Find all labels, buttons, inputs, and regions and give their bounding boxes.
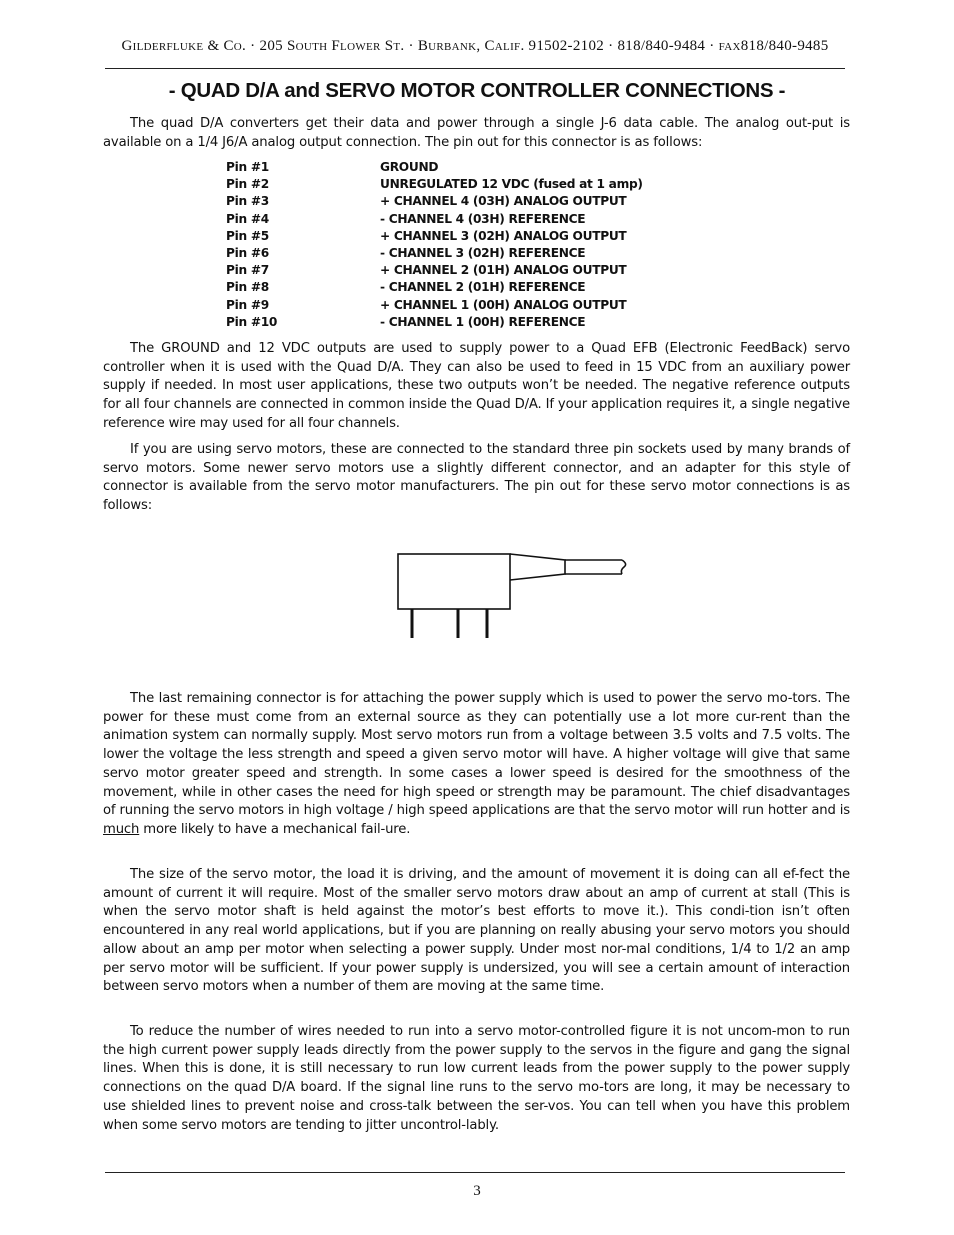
page-header [105, 38, 845, 55]
separator: · [408, 38, 414, 54]
company-name: Gilderfluke & Co. [121, 38, 247, 54]
cable-end [621, 560, 625, 574]
pin-number: Pin #4 [226, 211, 269, 226]
pin-number: Pin #1 [226, 160, 269, 174]
pin-description: UNREGULATED 12 VDC (fused at 1 amp) [380, 177, 643, 192]
separator: · [250, 38, 256, 54]
pin-number: Pin #8 [226, 280, 269, 295]
page-number: 3 [473, 1183, 481, 1199]
footer-rule [105, 1172, 845, 1173]
pin-description: GROUND [380, 160, 439, 174]
servo-connector-diagram [390, 548, 640, 643]
fax-label: fax [718, 38, 741, 54]
separator: · [608, 38, 614, 54]
emphasis-much: much [103, 821, 140, 837]
pin-description: - CHANNEL 2 (01H) REFERENCE [380, 280, 586, 295]
pin-number: Pin #2 [226, 177, 269, 192]
pin-number: Pin #3 [226, 194, 269, 209]
pin-description: - CHANNEL 4 (03H) REFERENCE [380, 211, 586, 226]
pin-description: + CHANNEL 2 (01H) ANALOG OUTPUT [380, 263, 627, 278]
pin-description: + CHANNEL 4 (03H) ANALOG OUTPUT [380, 194, 627, 209]
separator: · [709, 38, 715, 54]
pin-description: + CHANNEL 3 (02H) ANALOG OUTPUT [380, 228, 627, 243]
pin-number: Pin #7 [226, 263, 269, 278]
city-address: Burbank, Calif. 91502-2102 [417, 38, 605, 54]
intro-paragraph: The quad D/A converters get their data and power through a single J-6 data cable. The analog out-put is available on a 1/4 J6/A analog output connection. The pin out for this connector is as follows: [103, 116, 850, 150]
street-address: 205 South Flower St. [259, 38, 405, 54]
pin-number: Pin #5 [226, 228, 269, 243]
pin-description: - CHANNEL 1 (00H) REFERENCE [380, 314, 586, 329]
size-paragraph: The size of the servo motor, the load it is driving, and the amount of movement it is doing can all ef-fect the amount of current it will require. Most of the smaller servo motors draw about an amp of current at stall (This is when the servo motor shaft is held against the motor’s best efforts to move it.). This condi-tion isn’t often encountered in any real world applications, but if you are planning on really abusing your servo motors you should allow about an amp per motor when selecting a power supply. Under most nor-mal conditions, 1/4 to 1/2 an amp per servo motor will be sufficient. If your power supply is undersized, you will see a certain amount of interaction between servo motors when a number of them are moving at the same time. [103, 867, 850, 995]
ground-paragraph: The GROUND and 12 VDC outputs are used to supply power to a Quad EFB (Electronic FeedBack) servo controller when it is used with the Quad D/A. They can also be used to feed in 15 VDC from an auxiliary power supply if needed. In most user applications, these two outputs won’t be needed. The negative reference outputs for all four channels are connected in common inside the Quad D/A. If your application requires it, a single negative reference wire may used for all four channels. [103, 341, 850, 431]
pin-number: Pin #6 [226, 245, 269, 260]
connector-body [398, 554, 510, 609]
power-text-b: more likely to have a mechanical fail-ure. [139, 821, 411, 837]
power-text-a: The last remaining connector is for attaching the power supply which is used to power the servo mo-tors. The power for these must come from an external source as they can potentially use a lot more cur-rent than the animation system can normally supply. Most servo motors run from a voltage between 3.5 volts and 7.5 volts. The lower the voltage the less strength and speed a given servo motor will have. A higher voltage will give that same servo motor greater speed and strength. In some cases a lower speed is desired for the smoothness of the movement, while in other cases the need for high speed or strength may be paramount. The chief disadvantages of running the servo motors in high voltage / high speed applications are that the servo motor will run hotter and is [103, 691, 850, 819]
connector-taper [510, 554, 565, 580]
reduce-paragraph: To reduce the number of wires needed to run into a servo motor-controlled figure it is not uncom-mon to run the high current power supply leads directly from the power supply to the servos in the figure and gang the signal lines. When this is done, it is still necessary to run low current leads from the power supply to the power supply connections on the quad D/A board. If the signal line runs to the servo mo-tors are long, it may be necessary to use shielded lines to prevent noise and cross-talk between the ser-vos. You can tell when you have this problem when some servo motors are tending to jitter uncontrol-lably. [103, 1024, 850, 1133]
phone-number: 818/840-9484 [617, 38, 706, 54]
pin-description: + CHANNEL 1 (00H) ANALOG OUTPUT [380, 297, 627, 312]
pin-number: Pin #10 [226, 314, 278, 329]
servo-paragraph: If you are using servo motors, these are connected to the standard three pin sockets used by many brands of servo motors. Some newer servo motors use a slightly different connector, and an adapter for this style of connector is available from the servo motor manufacturers. The pin out for these servo motor connections is as follows: [103, 442, 850, 514]
power-paragraph [103, 690, 850, 840]
fax-number: 818/840-9485 [740, 38, 829, 54]
page-title: - QUAD D/A and SERVO MOTOR CONTROLLER CONNECTIONS - [168, 79, 786, 102]
pin-description: - CHANNEL 3 (02H) REFERENCE [380, 245, 586, 260]
header-rule [105, 68, 845, 69]
pin-number: Pin #9 [226, 297, 269, 312]
